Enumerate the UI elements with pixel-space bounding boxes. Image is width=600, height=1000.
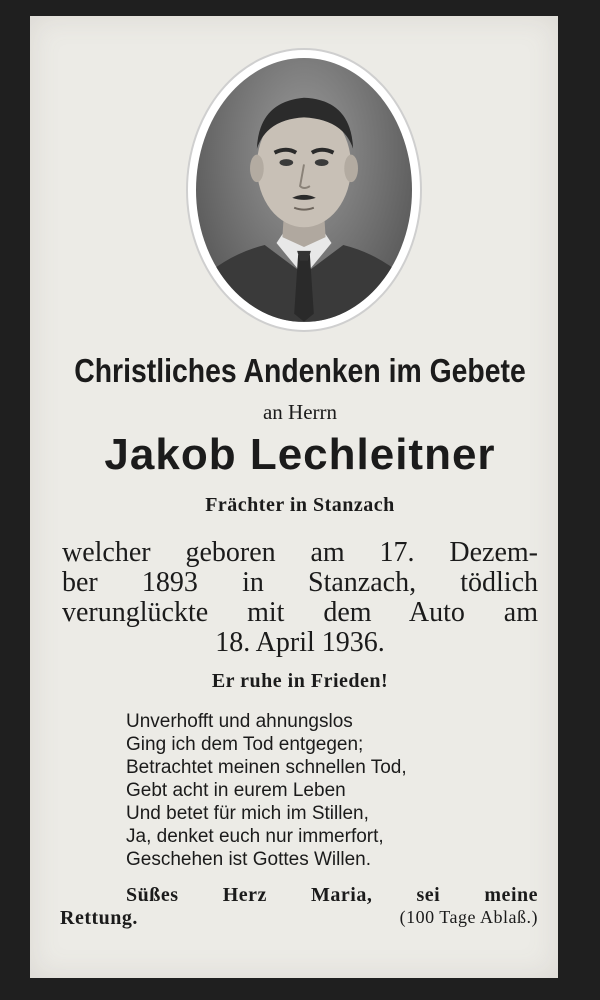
poem [126,710,407,871]
biography-line: welcher geboren am 17. Dezem- [62,537,538,568]
poem-line: Und betet für mich im Stillen, [126,803,369,824]
salutation: an Herrn [262,400,338,424]
poem-line: Betrachtet meinen schnellen Tod, [126,757,407,778]
card-title: Christliches Andenken im Gebete [74,352,526,389]
poem-line: Gebt acht in eurem Leben [126,780,346,801]
indulgence-note: (100 Tage Ablaß.) [399,907,538,927]
biography-line: ber 1893 in Stanzach, tödlich [62,567,538,598]
biography-text [62,538,538,658]
closing-word: Rettung. [60,907,138,929]
closing-line-2 [60,907,538,930]
occupation: Frächter in Stanzach [205,494,395,516]
portrait-frame [186,48,422,332]
rest-in-peace: Er ruhe in Frieden! [211,670,389,692]
biography-line: verunglückte mit dem Auto am [62,597,538,628]
biography-line: 18. April 1936. [215,627,385,658]
closing-prayer [60,884,538,930]
poem-line: Unverhofft und ahnungslos [126,711,353,732]
portrait-illustration [196,58,412,322]
poem-line: Geschehen ist Gottes Willen. [126,849,371,870]
portrait-photo [196,58,412,322]
poem-line: Ging ich dem Tod entgegen; [126,734,364,755]
poem-line: Ja, denket euch nur immerfort, [126,826,384,847]
closing-line: Süßes Herz Maria, sei meine [126,884,538,906]
deceased-name: Jakob Lechleitner [104,430,496,479]
